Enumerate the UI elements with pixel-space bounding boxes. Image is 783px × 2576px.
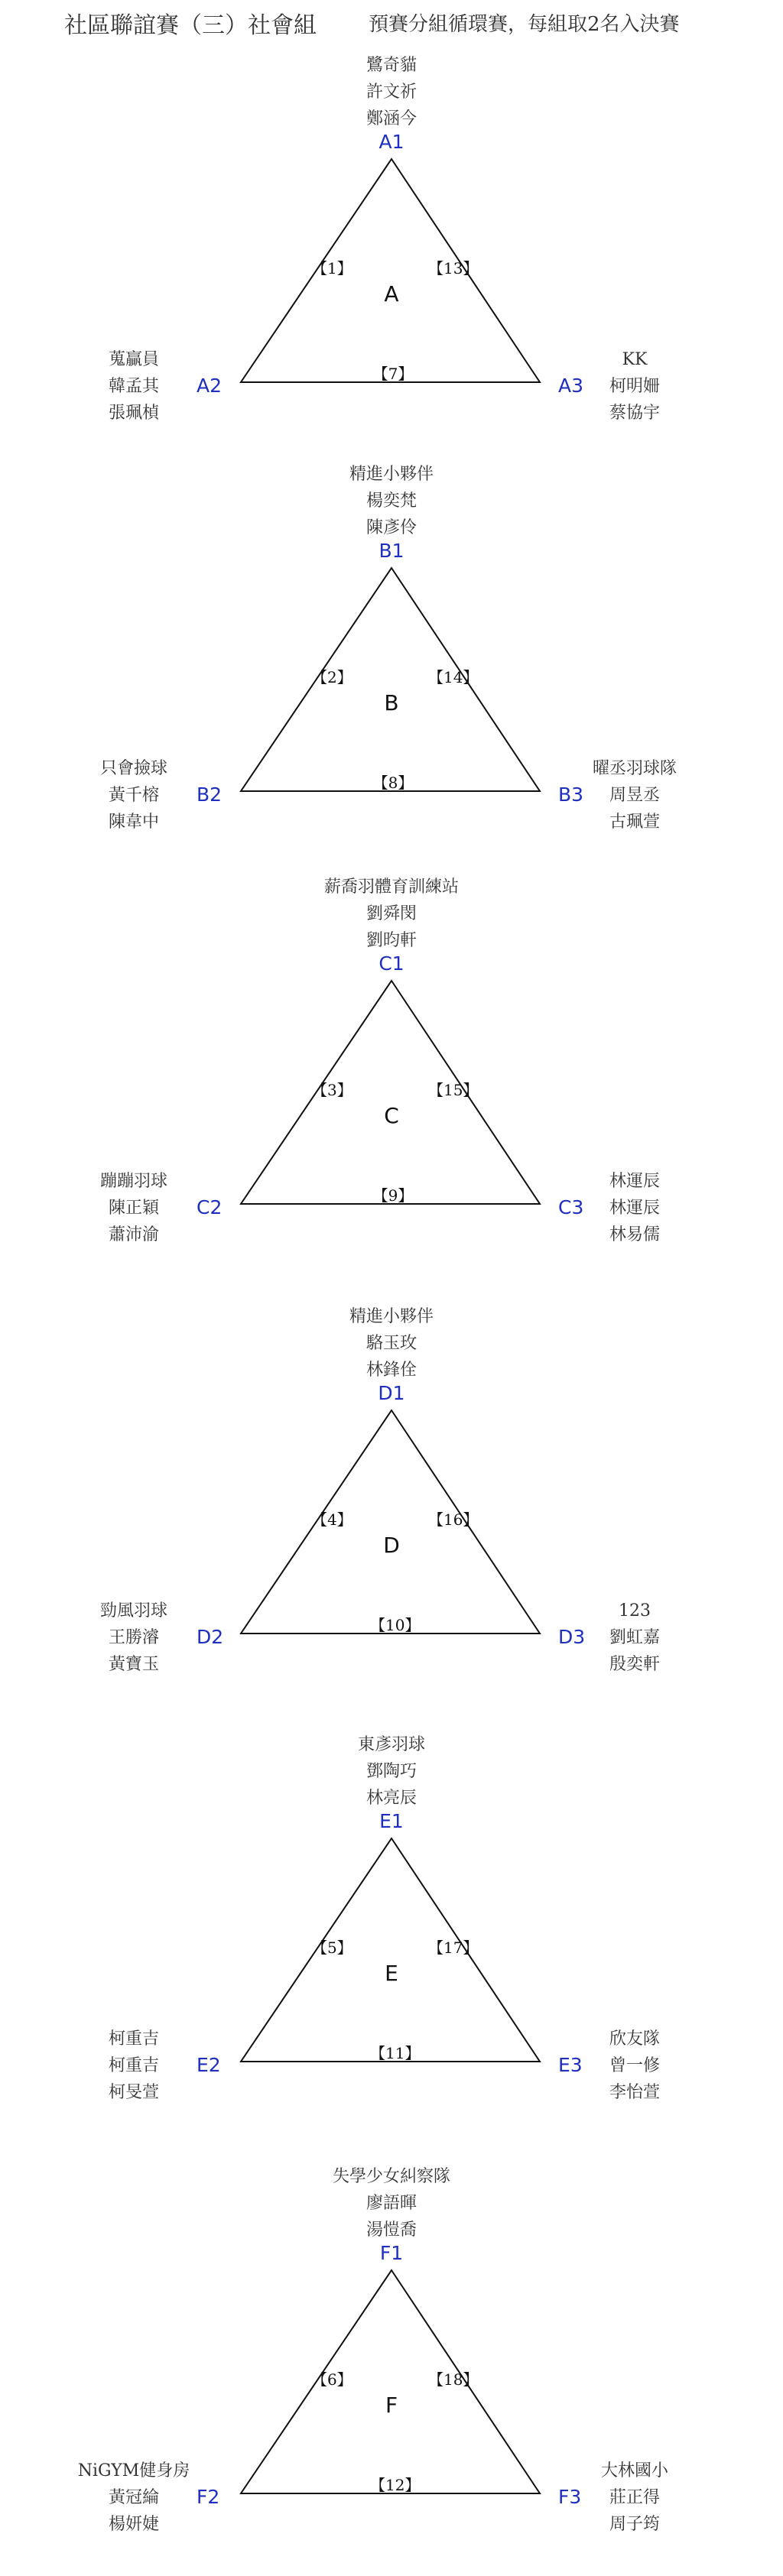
page-subtitle: 預賽分組循環賽，每組取2名入決賽: [369, 13, 680, 36]
player-name: 黃千榕: [108, 786, 159, 805]
match-number-left: 【5】: [312, 1938, 353, 1957]
team-name: 欣友隊: [609, 2029, 660, 2049]
player-name: 古珮萱: [609, 813, 660, 832]
player-name: 鄧陶巧: [366, 1762, 417, 1781]
team-name: 鷺奇貓: [366, 56, 417, 75]
player-name: 周昱丞: [609, 786, 660, 805]
group-label: B: [384, 690, 399, 715]
left-team-names: [76, 2458, 191, 2538]
match-number-right: 【14】: [428, 668, 479, 686]
group-label: C: [384, 1103, 399, 1128]
team-name: 薪喬羽體育訓練站: [323, 878, 459, 897]
player-name: 林運辰: [609, 1199, 660, 1218]
seed-position-left: F2: [197, 2486, 220, 2508]
triangle-outline: [241, 981, 540, 1204]
player-name: 柯旻萱: [108, 2083, 159, 2102]
right-team-names: [570, 2026, 700, 2106]
team-name: 蒐贏員: [108, 350, 159, 369]
team-name: 123: [619, 1601, 651, 1621]
team-name: NiGYM健身房: [77, 2461, 190, 2480]
match-number-bottom: 【10】: [370, 1616, 421, 1634]
page-title: 社區聯誼賽（三）社會組: [64, 12, 317, 39]
left-team-names: [76, 2026, 191, 2106]
player-name: 黃寶玉: [108, 1655, 159, 1674]
seed-position-top: A1: [379, 131, 404, 153]
player-name: 韓孟其: [108, 377, 159, 396]
group-block-b: [0, 461, 783, 874]
player-name: 林亮辰: [366, 1789, 417, 1808]
player-name: 陳彥伶: [366, 518, 417, 537]
group-block-d: [0, 1303, 783, 1716]
top-team-names: [239, 1731, 544, 1812]
group-label: D: [383, 1533, 400, 1558]
seed-position-right: A3: [558, 375, 584, 397]
seed-position-left: E2: [197, 2054, 221, 2076]
right-team-names: [570, 755, 700, 835]
seed-position-right: B3: [558, 784, 584, 806]
match-number-left: 【4】: [312, 1510, 353, 1529]
match-number-left: 【6】: [312, 2370, 353, 2389]
triangle-outline: [241, 159, 540, 382]
match-number-right: 【18】: [428, 2370, 479, 2389]
team-name: 柯重吉: [108, 2029, 159, 2049]
seed-position-right: F3: [558, 2486, 582, 2508]
top-team-names: [239, 874, 544, 954]
player-name: 楊妍婕: [108, 2515, 159, 2534]
seed-position-top: B1: [379, 540, 404, 562]
match-number-right: 【17】: [428, 1938, 479, 1957]
right-team-names: [570, 1168, 700, 1248]
group-block-e: [0, 1731, 783, 2144]
team-name: 勁風羽球: [99, 1601, 167, 1621]
player-name: 陳韋中: [108, 813, 159, 832]
match-number-right: 【15】: [428, 1081, 479, 1099]
group-label: F: [385, 2393, 398, 2418]
player-name: 黃冠綸: [108, 2488, 159, 2507]
player-name: 廖語暉: [366, 2194, 417, 2213]
player-name: 劉昀軒: [366, 931, 417, 950]
seed-position-left: C2: [197, 1196, 223, 1218]
match-number-bottom: 【9】: [372, 1186, 414, 1205]
seed-position-top: E1: [379, 1810, 404, 1832]
top-team-names: [239, 52, 544, 132]
player-name: 劉虹嘉: [609, 1628, 660, 1647]
player-name: 蕭沛渝: [108, 1225, 159, 1244]
match-number-left: 【1】: [312, 259, 353, 277]
player-name: 林易儒: [609, 1225, 660, 1244]
group-block-a: [0, 52, 783, 465]
match-number-bottom: 【12】: [370, 2476, 421, 2494]
group-block-c: [0, 874, 783, 1286]
match-number-right: 【16】: [428, 1510, 479, 1529]
player-name: 殷奕軒: [609, 1655, 660, 1674]
player-name: 蔡協宇: [609, 404, 660, 423]
match-number-bottom: 【11】: [370, 2044, 421, 2062]
match-number-left: 【3】: [312, 1081, 353, 1099]
team-name: KK: [622, 350, 648, 369]
team-name: 失學少女糾察隊: [332, 2167, 450, 2186]
player-name: 許文祈: [366, 83, 417, 102]
team-name: 大林國小: [600, 2461, 668, 2480]
seed-position-right: E3: [558, 2054, 583, 2076]
team-name: 曜丞羽球隊: [592, 759, 677, 778]
player-name: 林鋒佺: [366, 1361, 417, 1380]
match-number-left: 【2】: [312, 668, 353, 686]
player-name: 駱玉玫: [366, 1334, 417, 1353]
group-label: A: [384, 281, 399, 307]
top-team-names: [239, 461, 544, 541]
left-team-names: [76, 755, 191, 835]
group-block-f: [0, 2163, 783, 2576]
player-name: 王勝濬: [108, 1628, 159, 1647]
right-team-names: [570, 346, 700, 427]
player-name: 柯重吉: [108, 2056, 159, 2075]
player-name: 柯明姍: [609, 377, 660, 396]
seed-position-top: D1: [378, 1382, 405, 1404]
seed-position-top: F1: [379, 2242, 404, 2264]
seed-position-top: C1: [379, 952, 404, 975]
seed-position-left: A2: [197, 375, 223, 397]
match-number-right: 【13】: [428, 259, 479, 277]
team-name: 只會撿球: [99, 759, 167, 778]
player-name: 劉舜閔: [366, 904, 417, 923]
player-name: 周子筠: [609, 2515, 660, 2534]
triangle-outline: [241, 1410, 540, 1634]
player-name: 鄭涵今: [366, 109, 417, 128]
seed-position-right: C3: [558, 1196, 584, 1218]
player-name: 湯愷喬: [366, 2221, 417, 2240]
left-team-names: [76, 1598, 191, 1678]
player-name: 曾一修: [609, 2056, 660, 2075]
left-team-names: [76, 346, 191, 427]
team-name: 精進小夥伴: [349, 465, 434, 484]
player-name: 陳正穎: [108, 1199, 159, 1218]
triangle-outline: [241, 568, 540, 791]
match-number-bottom: 【8】: [372, 774, 414, 792]
group-label: E: [385, 1961, 398, 1986]
triangle-outline: [241, 2270, 540, 2493]
player-name: 莊正得: [609, 2488, 660, 2507]
seed-position-right: D3: [558, 1626, 586, 1648]
triangle-outline: [241, 1838, 540, 2062]
team-name: 林運辰: [609, 1172, 660, 1191]
left-team-names: [76, 1168, 191, 1248]
right-team-names: [570, 2458, 700, 2538]
team-name: 蹦蹦羽球: [99, 1172, 167, 1191]
seed-position-left: B2: [197, 784, 223, 806]
match-number-bottom: 【7】: [372, 365, 414, 383]
team-name: 精進小夥伴: [349, 1307, 434, 1326]
seed-position-left: D2: [197, 1626, 224, 1648]
team-name: 東彥羽球: [357, 1735, 425, 1754]
top-team-names: [239, 1303, 544, 1384]
player-name: 張珮楨: [108, 404, 159, 423]
page-header: [0, 6, 783, 37]
top-team-names: [239, 2163, 544, 2243]
right-team-names: [570, 1598, 700, 1678]
player-name: 李怡萱: [609, 2083, 660, 2102]
player-name: 楊奕梵: [366, 492, 417, 511]
